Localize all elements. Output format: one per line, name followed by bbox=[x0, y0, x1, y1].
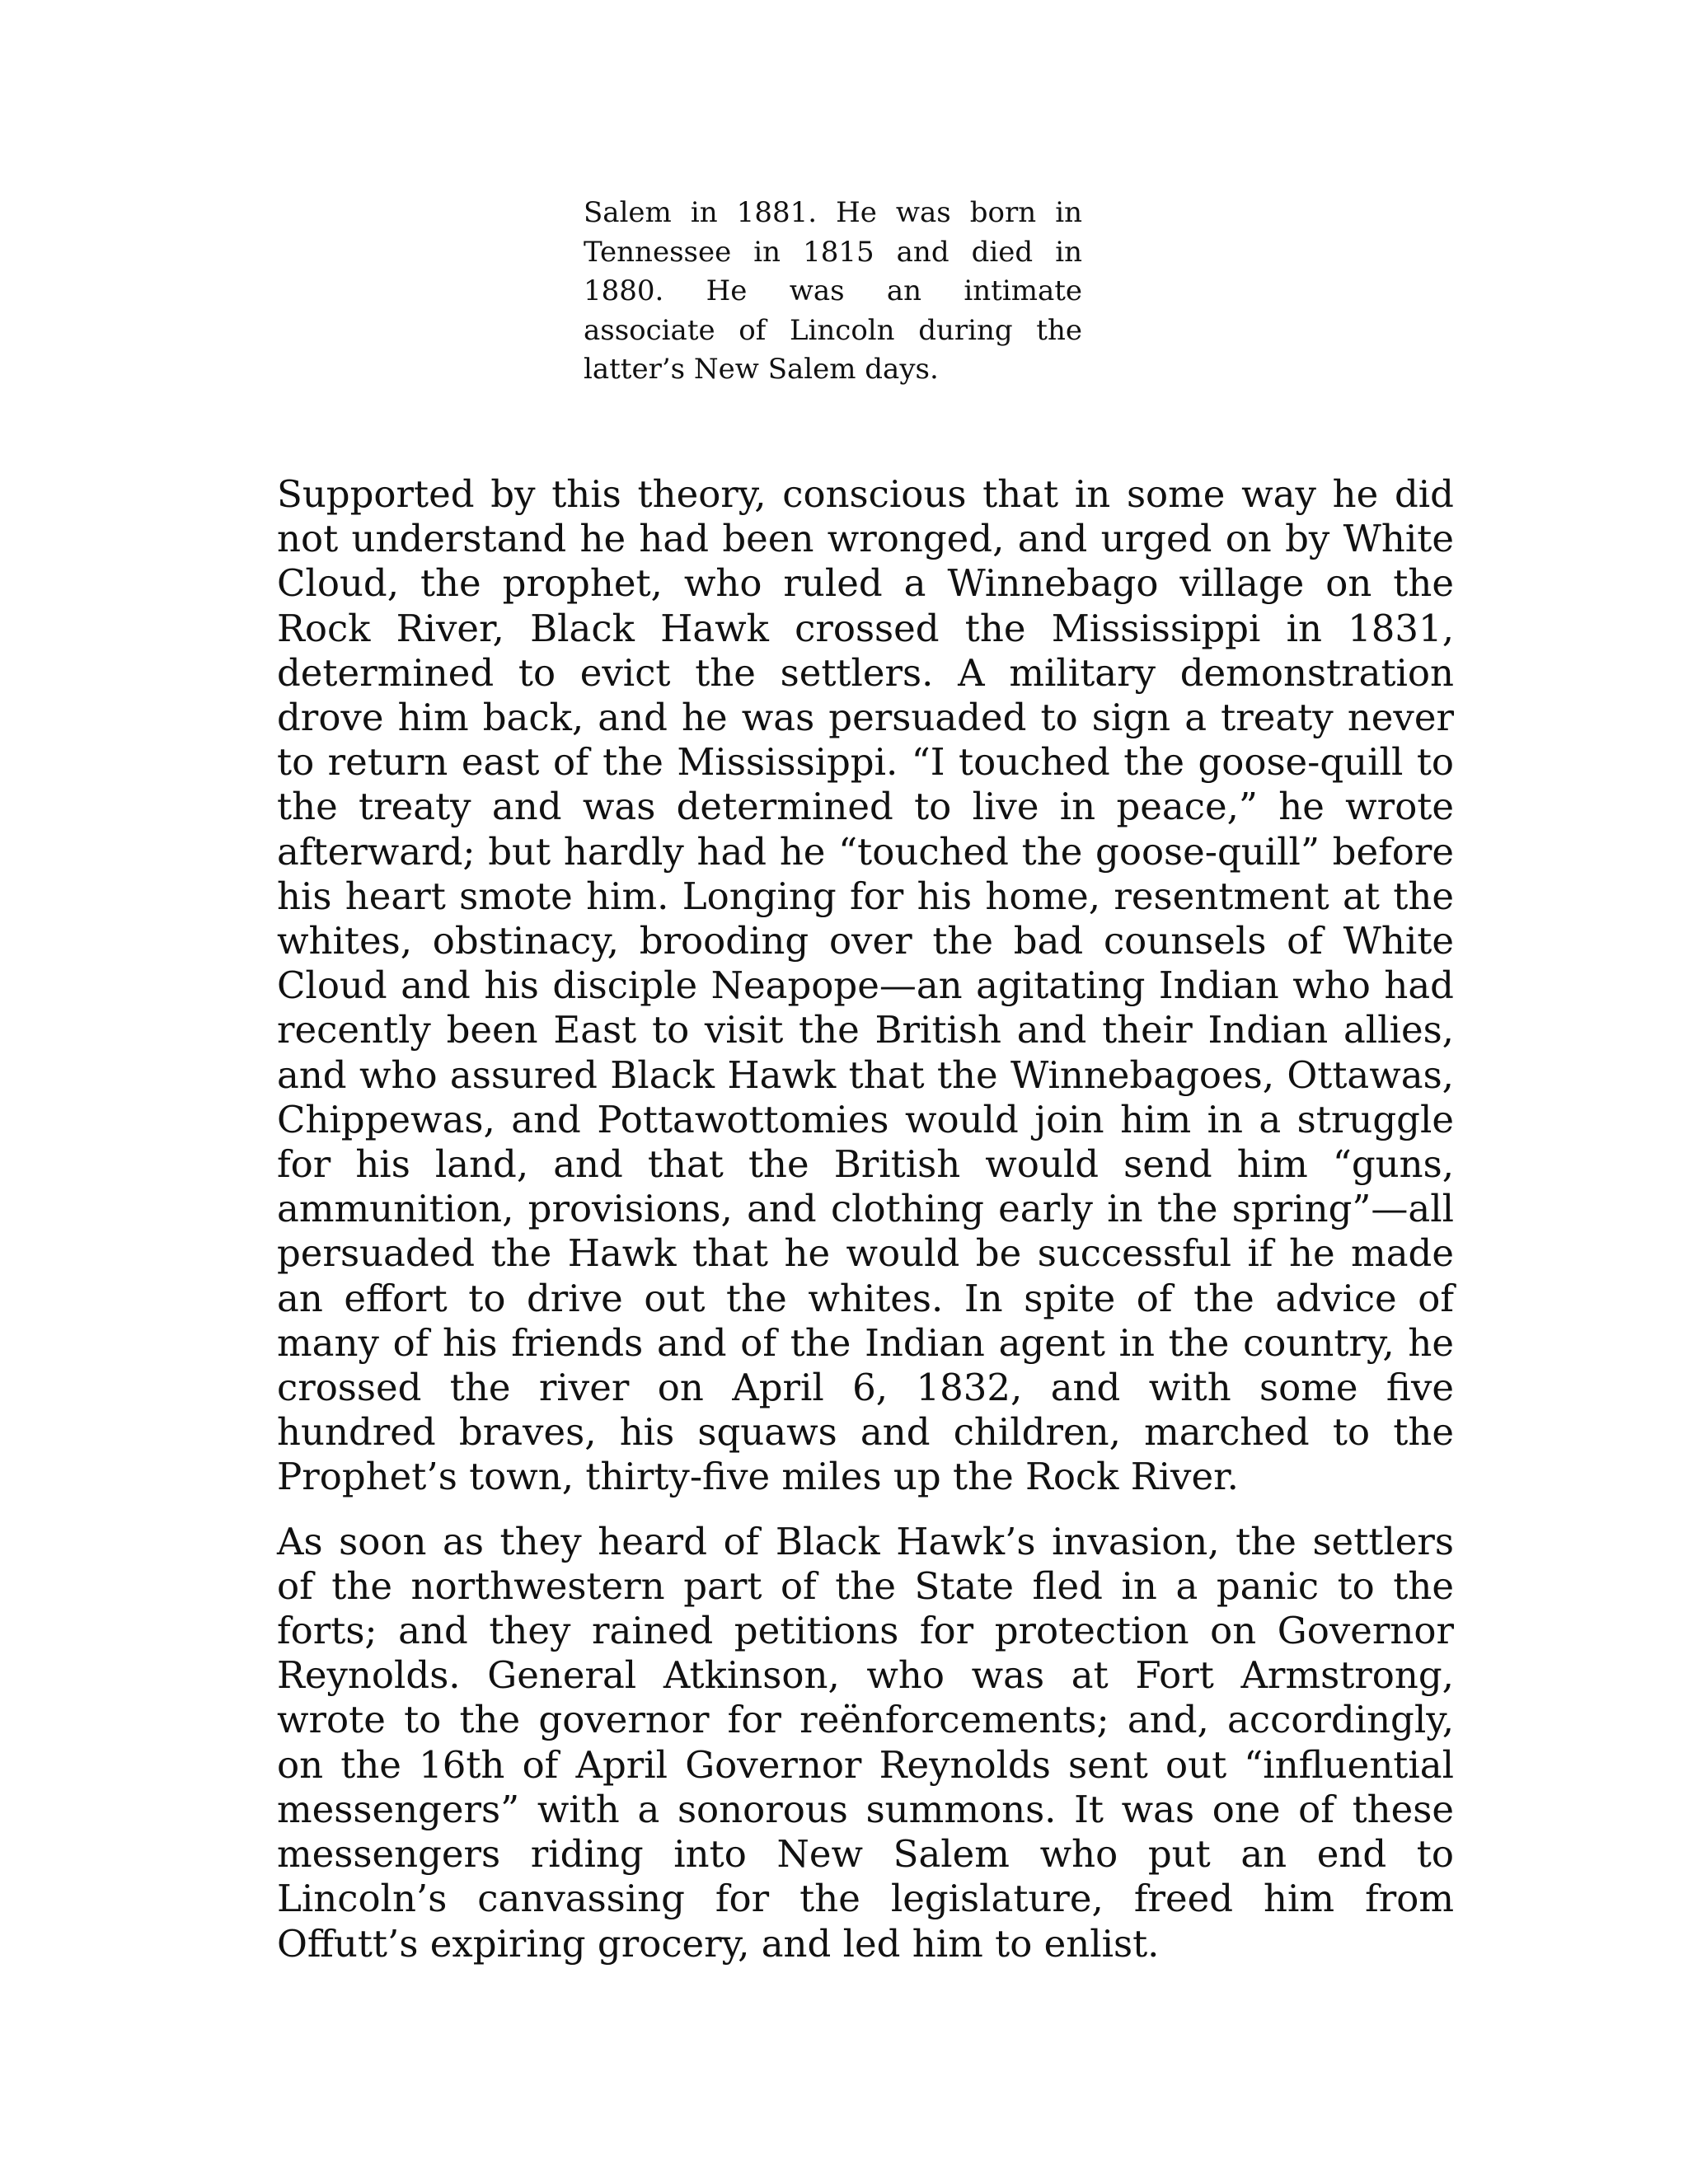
body-text bbox=[277, 472, 1454, 1966]
paragraph-settlers-panic: As soon as they heard of Black Hawk’s invasion, the settlers of the northwestern part of the State fled in a panic to the forts; and they rained petitions for protection on Governor Reynolds. General Atkinson, who was at Fort Armstrong, wrote to the governor for reënforcements; and, accordingly, on the 16th of April Governor Reynolds sent out “influential messengers” with a sonorous summons. It was one of these messengers riding into New Salem who put an end to Lincoln’s canvassing for the legislature, freed him from Offutt’s expiring grocery, and led him to enlist. bbox=[277, 1519, 1454, 1966]
paragraph-black-hawk-crossing: Supported by this theory, conscious that in some way he did not understand he had been wronged, and urged on by White Cloud, the prophet, who ruled a Winnebago village on the Rock River, Black Hawk crossed the Mississippi in 1831, determined to evict the settlers. A military demonstration drove him back, and he was persuaded to sign a treaty never to return east of the Mississippi. “I touched the goose-quill to the treaty and was determined to live in peace,” he wrote afterward; but hardly had he “touched the goose-quill” before his heart smote him. Longing for his home, resentment at the whites, obstinacy, brooding over the bad counsels of White Cloud and his disciple Neapope—an agitating Indian who had recently been East to visit the British and their Indian allies, and who assured Black Hawk that the Winnebagoes, Ottawas, Chippewas, and Pottawottomies would join him in a struggle for his land, and that the British would send him “guns, ammunition, provisions, and clothing early in the spring”—all persuaded the Hawk that he would be successful if he made an effort to drive out the whites. In spite of the advice of many of his friends and of the Indian agent in the country, he crossed the river on April 6, 1832, and with some five hundred braves, his squaws and children, marched to the Prophet’s town, thirty-five miles up the Rock River. bbox=[277, 472, 1454, 1499]
footnote-caption: Salem in 1881. He was born in Tennessee in 1815 and died in 1880. He was an intimate associate of Lincoln during the latter’s New Salem days. bbox=[584, 196, 1082, 386]
